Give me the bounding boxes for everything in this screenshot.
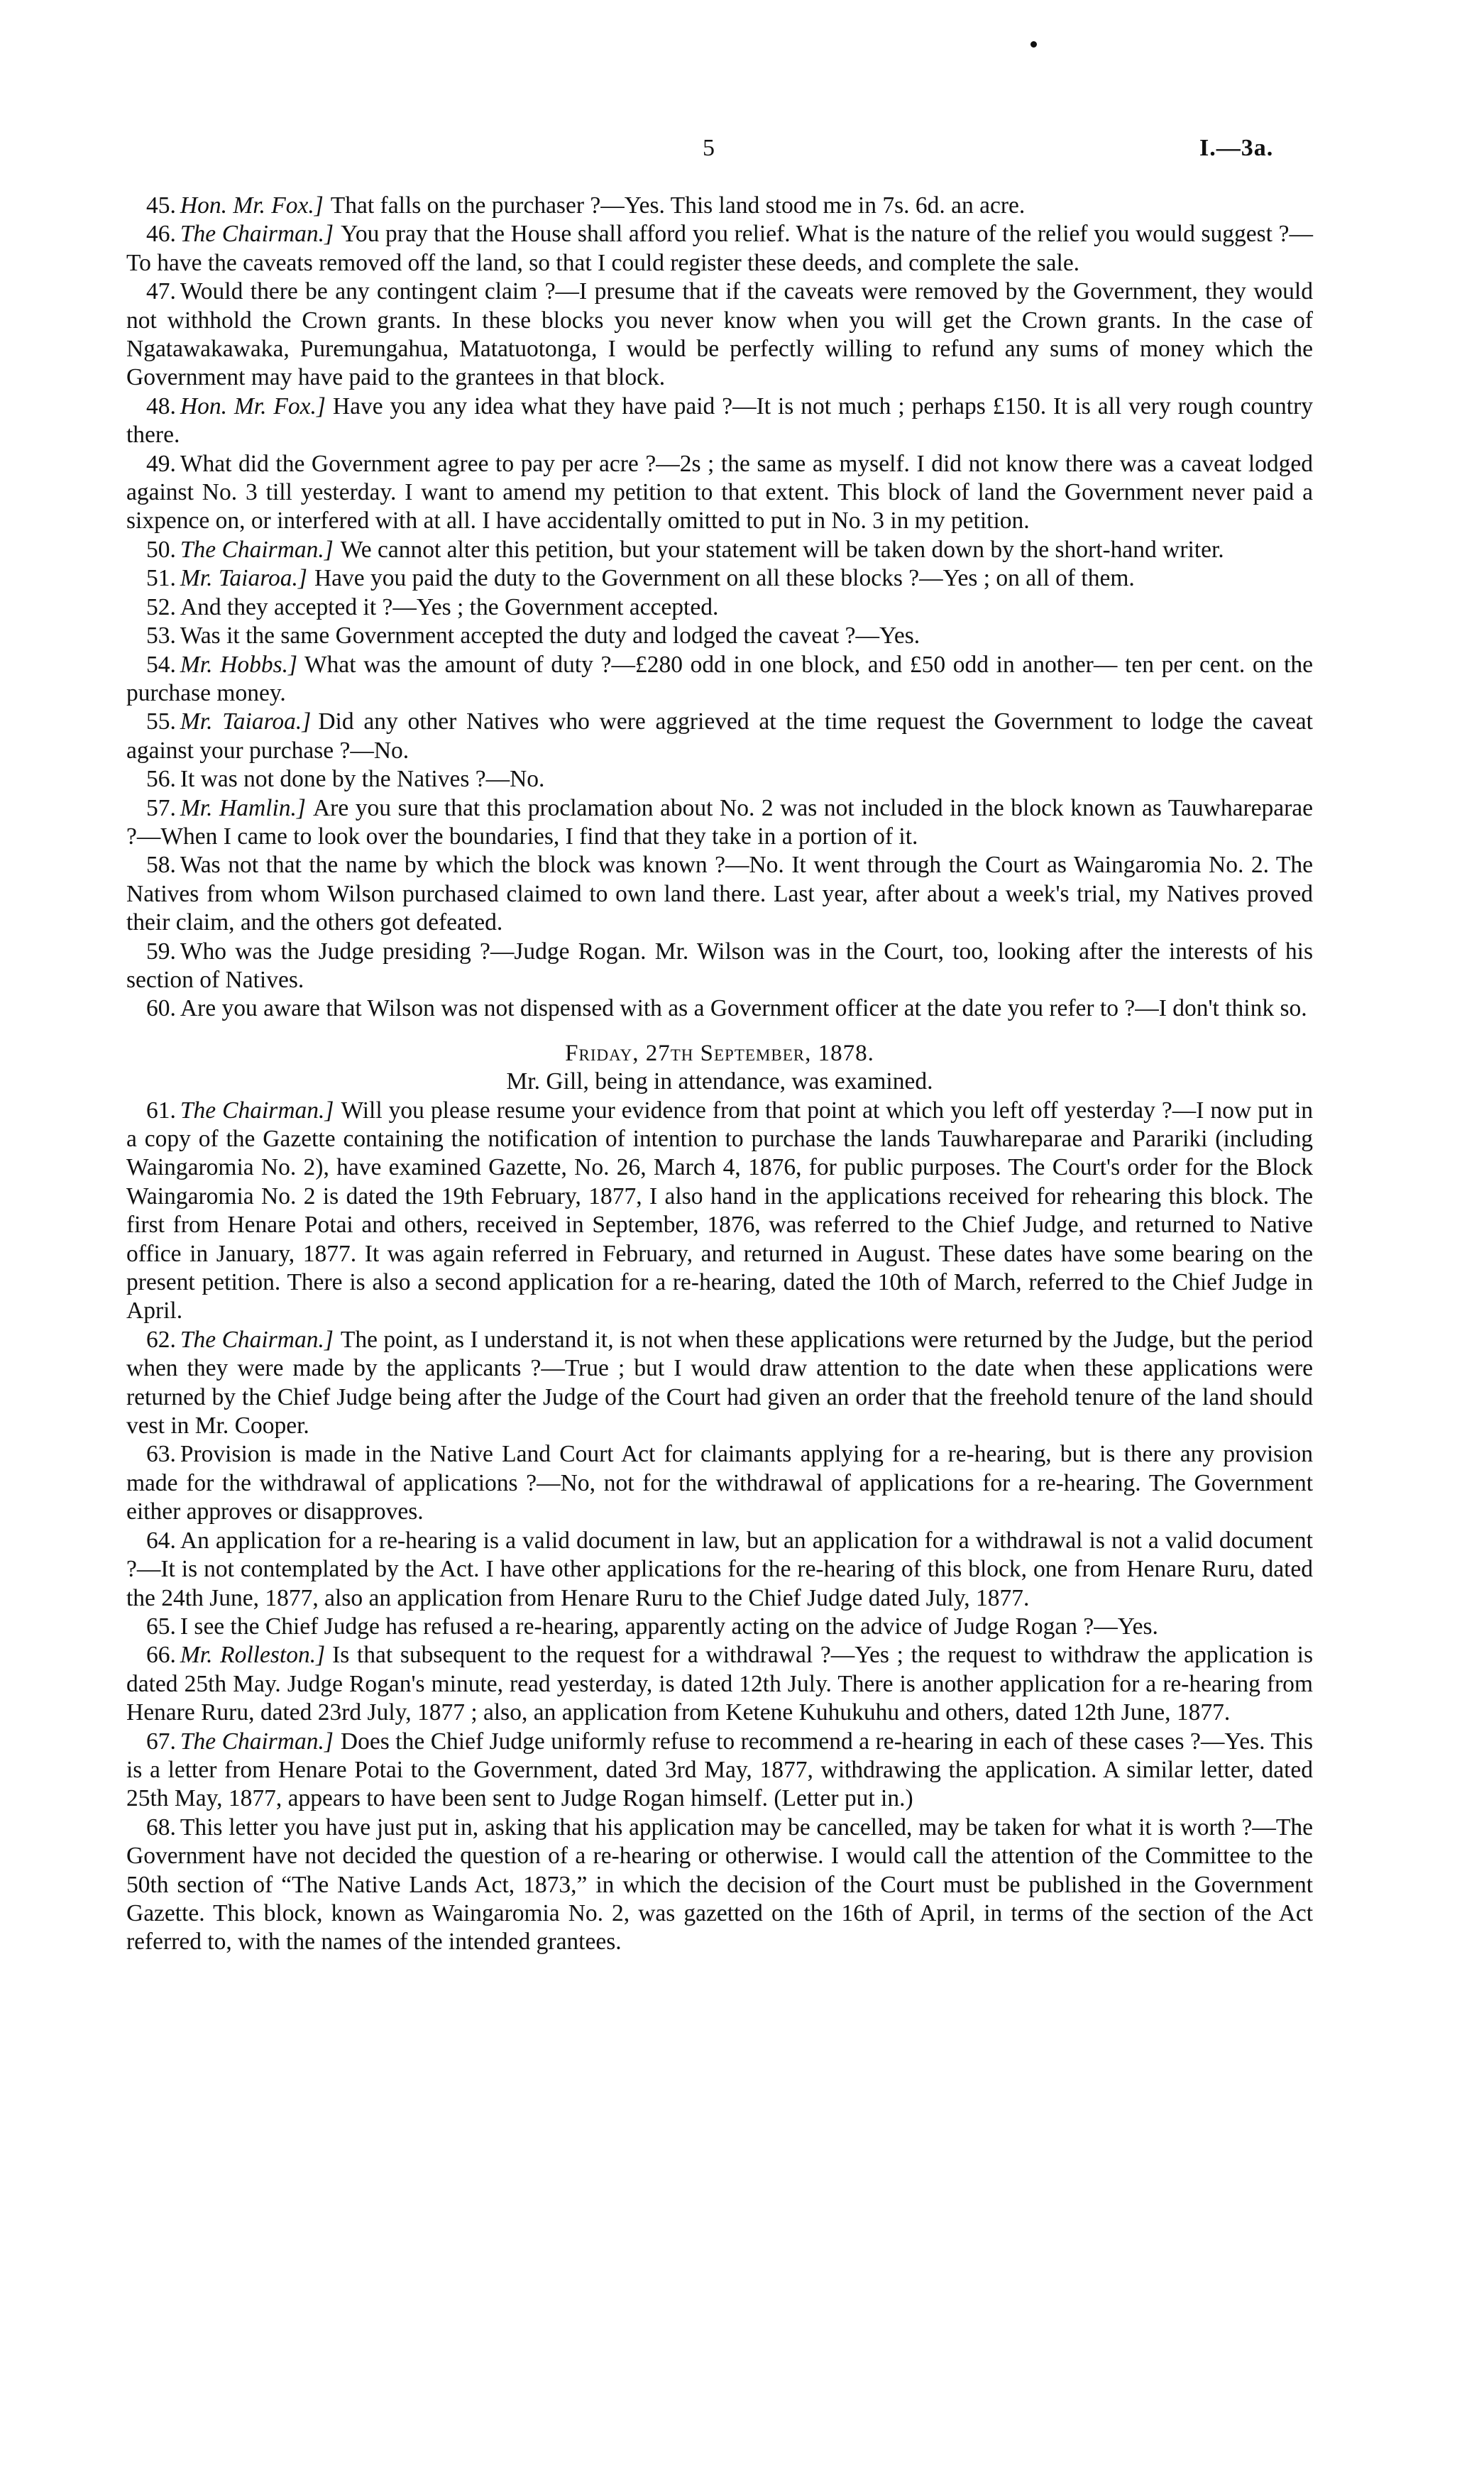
evidence-text: We cannot alter this petition, but your statement will be taken down by the short-hand writer. xyxy=(340,536,1224,563)
evidence-paragraph xyxy=(126,1326,1313,1441)
question-number: 67. xyxy=(146,1728,176,1755)
evidence-paragraph xyxy=(126,593,1313,622)
evidence-paragraph xyxy=(126,564,1313,593)
question-number: 50. xyxy=(146,536,176,563)
evidence-text: And they accepted it ?—Yes ; the Government accepted. xyxy=(180,593,719,620)
evidence-paragraph xyxy=(126,450,1313,536)
page-number: 5 xyxy=(703,135,715,161)
evidence-paragraph xyxy=(126,536,1313,564)
evidence-paragraph xyxy=(126,1097,1313,1326)
question-number: 49. xyxy=(146,450,176,477)
question-number: 65. xyxy=(146,1613,176,1640)
speaker-name: The Chairman.] xyxy=(180,221,334,248)
speaker-name: The Chairman.] xyxy=(180,1728,334,1755)
evidence-paragraph xyxy=(126,1613,1313,1641)
speaker-name: Mr. Taiaroa.] xyxy=(180,565,307,592)
question-number: 66. xyxy=(146,1642,176,1669)
evidence-text: Will you please resume your evidence from that point at which you left off yesterday ?—I now put in a copy of the Gazette containing the notification of intention to purchase the lands Tauwhareparae and Parariki (including Waingaromia No. 2), have examined Gazette, No. 26, March 4, 1876, for public purposes. The Court's order for the Block Waingaromia No. 2 is dated the 19th February, 1877, I also hand in the applications received for rehearing this block. The first from Henare Potai and others, received in September, 1876, was referred to the Chief Judge, and returned to Native office in January, 1877. It was again referred in February, and returned in August. These dates have some bearing on the present petition. There is also a second application for a re-hearing, dated the 10th of March, referred to the Chief Judge in April. xyxy=(126,1097,1314,1324)
evidence-text: That falls on the purchaser ?—Yes. This land stood me in 7s. 6d. an acre. xyxy=(330,192,1026,219)
speaker-name: Mr. Hamlin.] xyxy=(180,794,306,821)
evidence-text: Is that subsequent to the request for a withdrawal ?—Yes ; the request to withdraw the application is dated 25th May. Judge Rogan's minute, read yesterday, is dated 12th July. There is another application for a re-hearing from Henare Ruru, dated 23rd July, 1877 ; also, an application from Ketene Kuhukuhu and others, dated 12th June, 1877. xyxy=(126,1642,1313,1726)
evidence-paragraph xyxy=(126,1728,1313,1814)
evidence-text: What was the amount of duty ?—£280 odd in one block, and £50 odd in another— ten per cent. on the purchase money. xyxy=(126,651,1313,706)
speaker-name: Mr. Rolleston.] xyxy=(180,1642,326,1669)
evidence-text: Are you aware that Wilson was not dispensed with as a Government officer at the date you refer to ?—I don't think so. xyxy=(180,995,1307,1022)
question-number: 60. xyxy=(146,995,176,1022)
question-number: 47. xyxy=(146,278,176,305)
question-number: 51. xyxy=(146,565,176,592)
date-heading: Friday, 27th September, 1878. xyxy=(565,1040,874,1066)
evidence-paragraph xyxy=(126,1641,1313,1727)
evidence-paragraph xyxy=(126,1527,1313,1613)
question-number: 52. xyxy=(146,593,176,620)
evidence-paragraph xyxy=(126,794,1313,852)
evidence-text: Was not that the name by which the block was known ?—No. It went through the Court as Waingaromia No. 2. The Natives from whom Wilson purchased claimed to own land there. Last year, after about a week's trial, my Natives proved their claim, and the others got defeated. xyxy=(126,852,1313,936)
evidence-paragraph xyxy=(126,651,1313,708)
speaker-name: Hon. Mr. Fox.] xyxy=(180,192,324,219)
speaker-name: The Chairman.] xyxy=(180,1326,334,1353)
evidence-text: Was it the same Government accepted the duty and lodged the caveat ?—Yes. xyxy=(180,622,920,649)
evidence-text: I see the Chief Judge has refused a re-hearing, apparently acting on the advice of Judge Rogan ?—Yes. xyxy=(180,1613,1158,1640)
attendance-line: Mr. Gill, being in attendance, was examined. xyxy=(506,1068,933,1095)
evidence-text: Have you paid the duty to the Government on all these blocks ?—Yes ; on all of them. xyxy=(314,565,1135,592)
question-number: 46. xyxy=(146,221,176,248)
evidence-body xyxy=(126,192,1313,1957)
page-header xyxy=(0,135,1484,170)
evidence-text: What did the Government agree to pay per acre ?—2s ; the same as myself. I did not know there was a caveat lodged against No. 3 till yesterday. I want to amend my petition to that extent. This block of land the Government never paid a sixpence on, or interfered with at all. I have accidentally omitted to put in No. 3 in my petition. xyxy=(126,450,1313,534)
question-number: 48. xyxy=(146,393,176,419)
evidence-paragraph xyxy=(126,278,1313,393)
question-number: 53. xyxy=(146,622,176,649)
question-number: 57. xyxy=(146,794,176,821)
evidence-paragraph xyxy=(126,1440,1313,1526)
speaker-name: The Chairman.] xyxy=(180,1097,334,1124)
evidence-paragraph xyxy=(126,708,1313,765)
evidence-paragraph xyxy=(126,994,1313,1023)
question-number: 58. xyxy=(146,852,176,879)
document-reference: I.—3a. xyxy=(1199,135,1274,161)
evidence-text: Does the Chief Judge uniformly refuse to recommend a re-hearing in each of these cases ?—Yes. This is a letter from Henare Potai to the Government, dated 3rd May, 1877, withdrawing the application. A similar letter, dated 25th May, 1877, appears to have been sent to Judge Rogan himself. (Letter put in.) xyxy=(126,1728,1313,1812)
evidence-text: You pray that the House shall afford you relief. What is the nature of the relief you would suggest ?—To have the caveats removed off the land, so that I could register these deeds, and complete the sale. xyxy=(126,221,1313,276)
question-number: 64. xyxy=(146,1527,176,1554)
evidence-text: Did any other Natives who were aggrieved at the time request the Government to lodge the caveat against your purchase ?—No. xyxy=(126,708,1313,764)
question-number: 68. xyxy=(146,1814,176,1841)
question-number: 59. xyxy=(146,938,176,965)
evidence-text: Are you sure that this proclamation about No. 2 was not included in the block known as Tauwhareparae ?—When I came to look over the boundaries, I find that they take in a portion of it. xyxy=(126,794,1313,850)
speaker-name: The Chairman.] xyxy=(180,536,334,563)
evidence-text: Who was the Judge presiding ?—Judge Rogan. Mr. Wilson was in the Court, too, looking after the interests of his section of Natives. xyxy=(126,938,1313,993)
evidence-text: This letter you have just put in, asking that his application may be cancelled, may be taken for what it is worth ?—The Government have not decided the question of a re-hearing or otherwise. I would call the attention of the Committee to the 50th section of “The Native Lands Act, 1873,” in which the decision of the Court must be published in the Government Gazette. This block, known as Waingaromia No. 2, was gazetted on the 16th of April, in terms of the section of the Act referred to, with the names of the intended grantees. xyxy=(126,1814,1313,1956)
speaker-name: Mr. Taiaroa.] xyxy=(180,708,312,735)
evidence-paragraph xyxy=(126,622,1313,650)
ink-dot xyxy=(1030,41,1037,48)
evidence-text: Have you any idea what they have paid ?—It is not much ; perhaps £150. It is all very rough country there. xyxy=(126,393,1313,449)
question-number: 63. xyxy=(146,1441,176,1468)
evidence-text: Provision is made in the Native Land Court Act for claimants applying for a re-hearing, but is there any provision made for the withdrawal of applications ?—No, not for the withdrawal of applications for a re-hearing. The Government either approves or disapproves. xyxy=(126,1441,1313,1525)
evidence-paragraph xyxy=(126,220,1313,278)
evidence-paragraph xyxy=(126,192,1313,220)
question-number: 61. xyxy=(146,1097,176,1124)
question-number: 54. xyxy=(146,651,176,678)
speaker-name: Hon. Mr. Fox.] xyxy=(180,393,326,419)
evidence-paragraph xyxy=(126,1814,1313,1957)
speaker-name: Mr. Hobbs.] xyxy=(180,651,298,678)
evidence-section-1 xyxy=(126,192,1313,1024)
question-number: 56. xyxy=(146,766,176,793)
question-number: 45. xyxy=(146,192,176,219)
evidence-text: An application for a re-hearing is a valid document in law, but an application for a withdrawal is not a valid document ?—It is not contemplated by the Act. I have other applications for the re-hearing of this block, one from Henare Ruru, dated the 24th June, 1877, also an application from Henare Ruru to the Chief Judge dated July, 1877. xyxy=(126,1527,1313,1611)
evidence-text: It was not done by the Natives ?—No. xyxy=(180,766,545,793)
evidence-paragraph xyxy=(126,938,1313,995)
evidence-paragraph xyxy=(126,765,1313,794)
evidence-paragraph xyxy=(126,851,1313,937)
evidence-section-2 xyxy=(126,1097,1313,1957)
evidence-text: The point, as I understand it, is not when these applications were returned by the Judge, but the period when they were made by the applicants ?—True ; but I would draw attention to the date when these applications were returned by the Chief Judge being after the Judge of the Court had given an order that the freehold tenure of the land should vest in Mr. Cooper. xyxy=(126,1326,1313,1439)
evidence-paragraph xyxy=(126,393,1313,450)
question-number: 55. xyxy=(146,708,176,735)
question-number: 62. xyxy=(146,1326,176,1353)
evidence-text: Would there be any contingent claim ?—I presume that if the caveats were removed by the Government, they would not withhold the Crown grants. In these blocks you never know when you will get the Crown grants. In the case of Ngatawakawaka, Puremungahua, Matatuotonga, I would be perfectly willing to refund any sums of money which the Government may have paid to the grantees in that block. xyxy=(126,278,1313,391)
